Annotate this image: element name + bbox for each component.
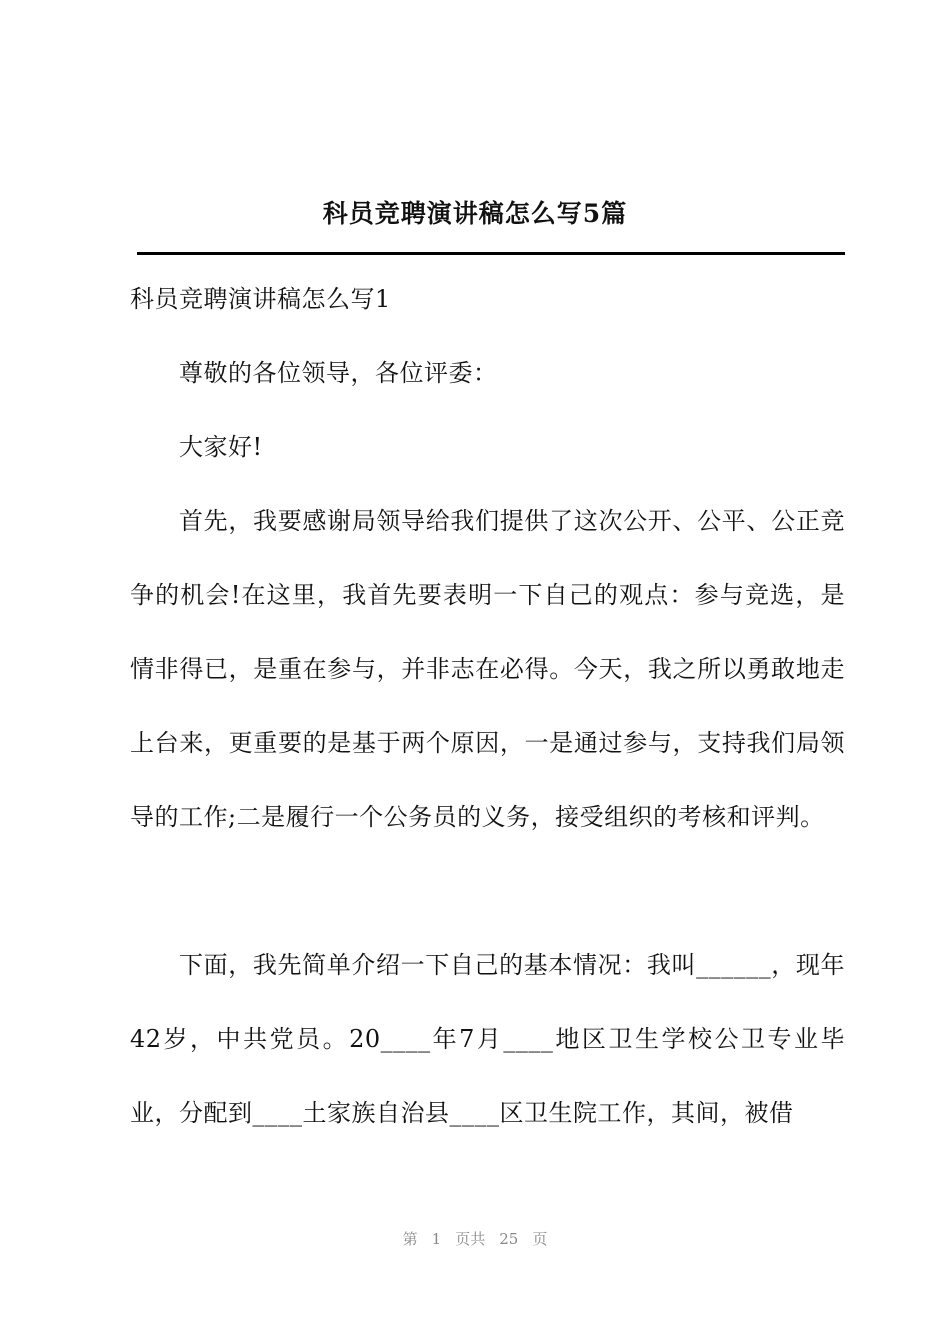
footer-suffix: 页 (532, 1230, 548, 1248)
document-title: 科员竞聘演讲稿怎么写5篇 (322, 199, 628, 228)
footer-total-pages: 25 (499, 1230, 519, 1248)
footer-mid: 页共 (455, 1230, 486, 1248)
body-paragraph: 下面，我先简单介绍一下自己的基本情况：我叫______，现年42岁，中共党员。20____年7月____地区卫生学校公卫专业毕业，分配到____土家族自治县____区卫生院工作，其间，被借 (130, 951, 845, 1127)
section-heading: 科员竞聘演讲稿怎么写1 (130, 285, 391, 313)
footer-prefix: 第 (402, 1230, 418, 1248)
page-footer (0, 1228, 950, 1249)
title-divider (137, 252, 845, 255)
greeting-line: 大家好! (179, 433, 263, 461)
body-paragraph: 首先，我要感谢局领导给我们提供了这次公开、公平、公正竞争的机会!在这里，我首先要表明一下自己的观点：参与竞选，是情非得已，是重在参与，并非志在必得。今天，我之所以勇敢地走上台来，更重要的是基于两个原因，一是通过参与，支持我们局领导的工作;二是履行一个公务员的义务，接受组织的考核和评判。 (130, 507, 845, 831)
salutation-line: 尊敬的各位领导，各位评委： (179, 359, 498, 387)
footer-current-page: 1 (431, 1230, 442, 1248)
